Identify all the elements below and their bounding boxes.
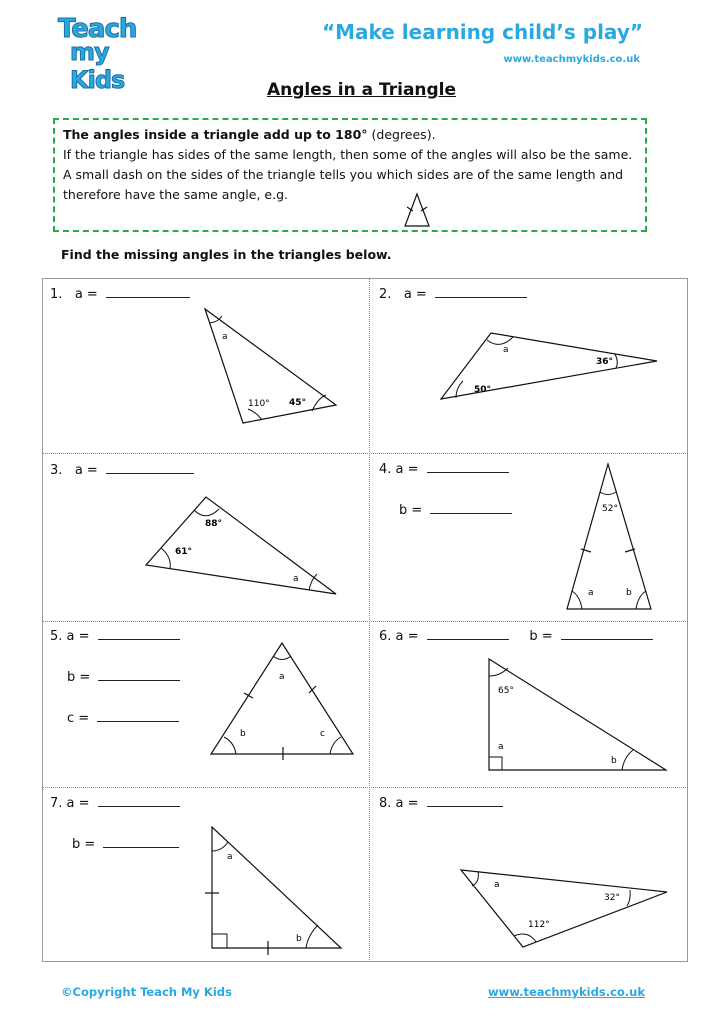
question-number: 7. <box>50 796 63 811</box>
answer-label-b: b = <box>529 629 553 644</box>
question-number: 2. <box>379 287 392 302</box>
angle-label: 61° <box>175 547 193 557</box>
website-header[interactable]: www.teachmykids.co.uk <box>503 54 640 65</box>
answer-label-a: a = <box>395 629 419 644</box>
tagline: “Make learning child’s play” <box>321 20 643 44</box>
angle-label: a <box>279 672 285 682</box>
instruction-text: Find the missing angles in the triangles below. <box>61 247 392 262</box>
logo-text-teach: Teach <box>58 14 137 44</box>
angle-label: c <box>320 729 325 739</box>
angle-label: a <box>293 574 299 584</box>
answer-label-b: b = <box>67 670 91 685</box>
page-title: Angles in a Triangle <box>266 80 457 100</box>
answer-label-a: a = <box>395 462 419 477</box>
angle-label: 112° <box>528 920 550 930</box>
answer-label-a: a = <box>403 287 427 302</box>
answer-label-b: b = <box>72 837 96 852</box>
answer-label-a: a = <box>66 629 90 644</box>
angle-label: 52° <box>602 504 618 514</box>
angle-label: a <box>588 588 594 598</box>
angle-label: b <box>611 756 617 766</box>
angle-label: b <box>296 934 302 944</box>
question-number: 3. <box>50 463 63 478</box>
angle-label: a <box>227 852 233 862</box>
angle-label: 88° <box>205 519 223 529</box>
info-bold-suffix: (degrees). <box>367 127 436 142</box>
answer-label-a: a = <box>66 796 90 811</box>
angle-label: 50° <box>474 385 492 395</box>
question-number: 4. <box>379 462 392 477</box>
info-bold-line: The angles inside a triangle add up to 180° <box>63 127 368 142</box>
answer-label-c: c = <box>67 711 90 726</box>
angle-label: a <box>222 332 228 342</box>
copyright-footer: ©Copyright Teach My Kids <box>61 985 232 999</box>
angle-label: a <box>503 345 509 355</box>
answer-label-a: a = <box>74 287 98 302</box>
angle-label: a <box>498 742 504 752</box>
angle-label: 45° <box>289 398 307 408</box>
angle-label: 65° <box>498 686 514 696</box>
info-text: If the triangle has sides of the same length, then some of the angles will also be the same. A small dash on the sides of the triangle tells you which sides are of the same length and therefore have the same angle, e.g. <box>63 147 633 202</box>
angle-label: b <box>240 729 246 739</box>
answer-label-a: a = <box>395 796 419 811</box>
question-number: 8. <box>379 796 392 811</box>
angle-label: b <box>626 588 632 598</box>
angle-label: 110° <box>248 399 270 409</box>
logo-text-mykids: my Kids <box>70 38 125 94</box>
question-number: 6. <box>379 629 392 644</box>
answer-label-b: b = <box>399 503 423 518</box>
angle-label: a <box>494 880 500 890</box>
angle-label: 36° <box>596 357 614 367</box>
question-number: 1. <box>50 287 63 302</box>
answer-label-a: a = <box>74 463 98 478</box>
angle-label: 32° <box>604 893 620 903</box>
website-footer-link[interactable]: www.teachmykids.co.uk <box>487 985 645 999</box>
question-number: 5. <box>50 629 63 644</box>
